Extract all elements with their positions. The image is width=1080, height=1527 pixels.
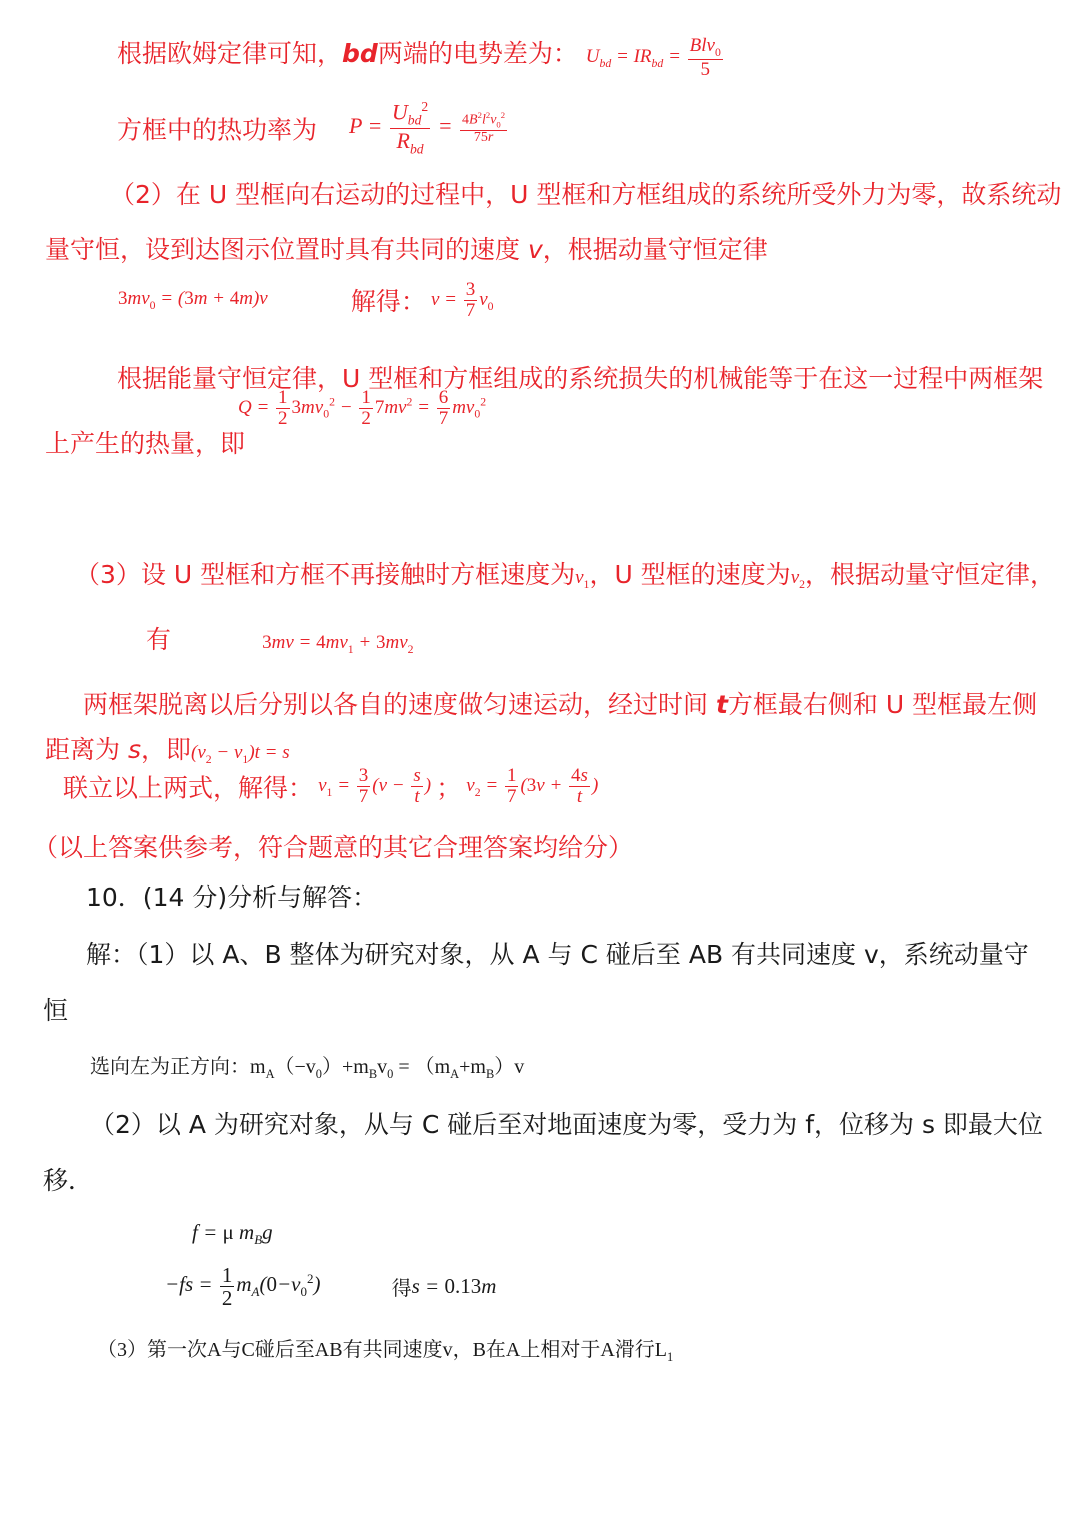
p2-line2b: ，根据动量守恒定律 <box>542 235 768 264</box>
energy-line1: 根据能量守恒定律，U 型框和方框组成的系统损失的机械能等于在这一过程中两框架 <box>117 364 1044 393</box>
q10-result-label: 得 <box>391 1278 412 1301</box>
q10-p2-line2: 移． <box>43 1166 94 1195</box>
symbol-v2: $v_2$ <box>790 567 806 591</box>
q10-p2-line1: （2）以 A 为研究对象，从与 C 碰后至对地面速度为零，受力为 f，位移为 s 即最大位 <box>90 1110 1043 1139</box>
p2-v: v <box>527 235 543 264</box>
note-line: （以上答案供参考，符合题意的其它合理答案均给分） <box>33 833 634 862</box>
energy-line2: 上产生的热量，即 <box>45 429 246 458</box>
p3-line1a: （3）设 U 型框和方框不再接触时方框速度为 <box>75 560 576 589</box>
q10-energy-line <box>165 1264 496 1309</box>
ohm-bd: bd <box>342 39 378 68</box>
p3-line1c: ，根据动量守恒定律， <box>805 560 1056 589</box>
momentum-formula-line <box>118 280 494 321</box>
p2-line2 <box>45 230 768 266</box>
p2-line2a: 量守恒，设到达图示位置时具有共同的速度 <box>45 235 528 264</box>
p3-line1 <box>75 555 1055 592</box>
you-label: 有 <box>146 625 172 654</box>
combine-line <box>63 766 598 807</box>
heat-power-line <box>117 100 509 157</box>
q10-p3-line: （3）第一次A与C碰后至AB有共同速度v，B在A上相对于A滑行$L_1$ <box>97 1339 674 1364</box>
combine-sep: ； <box>436 773 462 803</box>
q10-p1-line1: 解：（1）以 A、B 整体为研究对象，从 A 与 C 碰后至 AB 有共同速度 v，系统动量守 <box>86 940 1029 969</box>
symbol-v1: $v_1$ <box>575 567 590 591</box>
ohm-text: 根据欧姆定律可知， <box>117 39 343 68</box>
formula-heat-q: Q = $\frac{1}{2}$ $3mv_0^2$ − $\frac{1}{2}$ $7mv^2$ = $\frac{6}{7}$ $mv_0^2$ <box>238 387 487 429</box>
q10-p3-text: （3）第一次A与C碰后至AB有共同速度v，B在A上相对于A滑行L <box>97 1339 668 1361</box>
p2-line1: （2）在 U 型框向右运动的过程中，U 型框和方框组成的系统所受外力为零，故系统动 <box>110 180 1062 209</box>
detach-line2 <box>45 730 290 767</box>
formula-distance: $(v_2 - v_1)t = s$ <box>191 742 290 766</box>
formula-v1: $v_1$ = $\frac{3}{7}$ (v − $\frac{s}{t}$ ) <box>318 765 432 807</box>
heat-power-text: 方框中的热功率为 <box>117 115 318 145</box>
formula-power: P = $\frac{U_{bd}^2}{R_{bd}}$ = $\frac{4B^2l^2v_0^2}{75r}$ <box>348 99 506 157</box>
detach-line1a: 两框架脱离以后分别以各自的速度做匀速运动，经过时间 <box>83 690 716 719</box>
p3-momentum-line <box>146 620 414 657</box>
combine-label: 联立以上两式，解得： <box>63 773 314 803</box>
q10-title: 10．(14 分)分析与解答： <box>86 883 378 912</box>
formula-v: v = $\frac{3}{7}$ $v_0$ <box>430 279 494 321</box>
detach-line2b: ，即 <box>140 735 191 764</box>
q10-momentum-label: 选向左为正方向： <box>90 1056 250 1078</box>
detach-line1 <box>83 685 1037 721</box>
formula-work: −fs = $\frac{1}{2}$ $m_A(0-v_0^2)$ <box>165 1263 321 1311</box>
detach-t: t <box>715 690 728 719</box>
q10-momentum-formula: $m_A(-v_0)+m_Bv_0 = (m_A+m_B)v$ <box>250 1056 525 1081</box>
formula-momentum-2: $3mv = 4mv_1 + 3mv_2$ <box>262 632 414 656</box>
detach-line1b: 方框最右侧和 U 型框最左侧 <box>727 690 1038 719</box>
detach-line2a: 距离为 <box>45 735 128 764</box>
formula-friction: f = μ $m_Bg$ <box>192 1220 273 1248</box>
q10-momentum-line <box>90 1050 524 1082</box>
q10-p1-line2: 恒 <box>43 996 69 1025</box>
detach-s: s <box>127 735 141 764</box>
formula-momentum-1: $3mv_0 = (3m + 4m)v$ <box>118 288 268 312</box>
formula-ubd: $U_{bd} = IR_{bd}$ = $\frac{Blv_0}{5}$ <box>585 34 721 80</box>
ohm-law-line <box>117 34 725 80</box>
p3-line1b: ，U 型框的速度为 <box>589 560 791 589</box>
solve-label: 解得： <box>350 287 426 317</box>
formula-v2: $v_2$ = $\frac{1}{7}$ (3v + $\frac{4s}{t}$ ) <box>466 765 599 807</box>
ohm-text2: 两端的电势差为： <box>377 39 578 68</box>
formula-s-result: s = 0.13m <box>411 1274 497 1299</box>
